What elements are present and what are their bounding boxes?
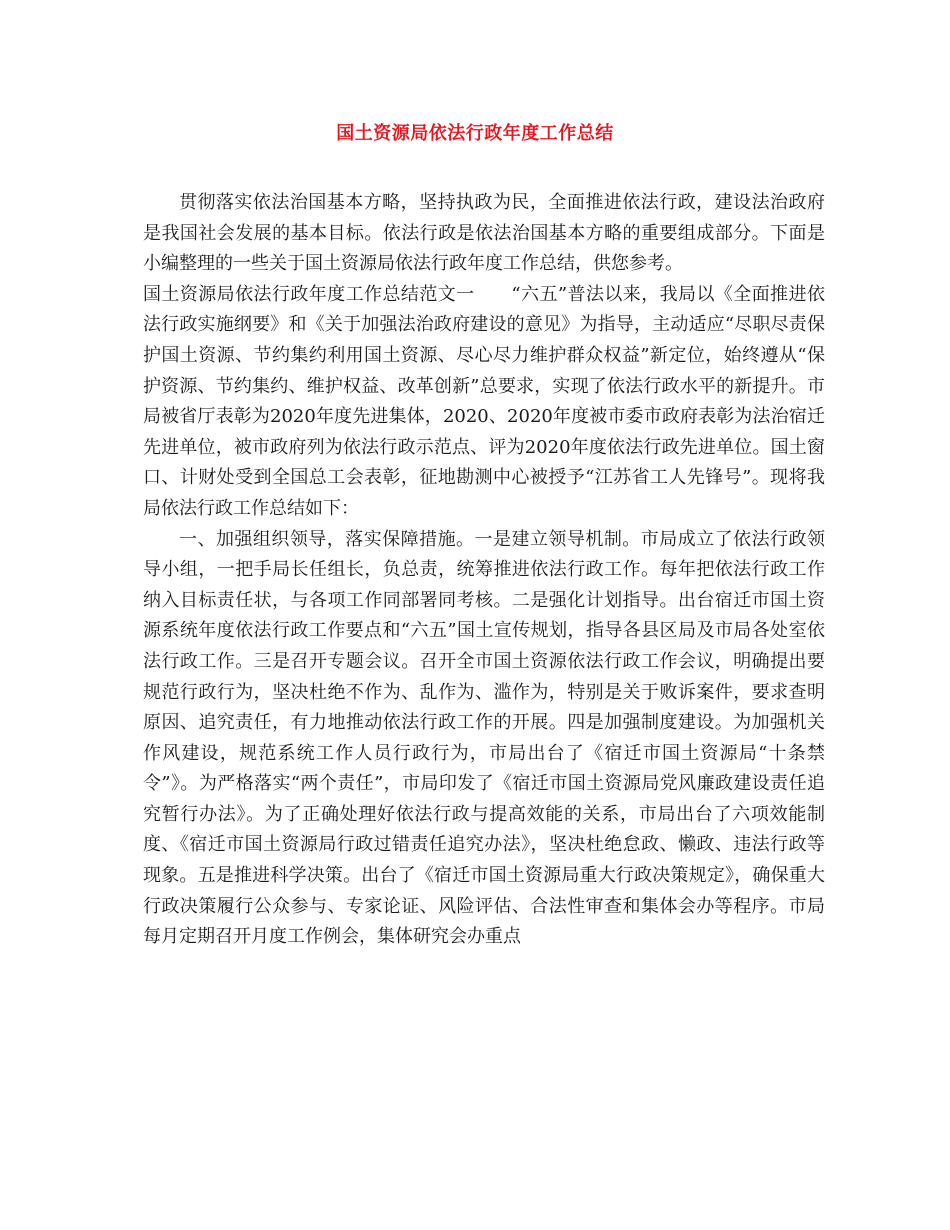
document-title: 国土资源局依法行政年度工作总结 xyxy=(336,123,614,144)
document-body xyxy=(143,188,825,953)
section-one-paragraph: 一、加强组织领导，落实保障措施。一是建立领导机制。市局成立了依法行政领导小组，一把手局长任组长，负总责，统筹推进依法行政工作。每年把依法行政工作纳入目标责任状，与各项工作同部署同考核。二是强化计划指导。出台宿迁市国土资源系统年度依法行政工作要点和“六五”国土宣传规划，指导各县区局及市局各处室依法行政工作。三是召开专题会议。召开全市国土资源依法行政工作会议，明确提出要规范行政行为，坚决杜绝不作为、乱作为、滥作为，特别是关于败诉案件，要求查明原因、追究责任，有力地推动依法行政工作的开展。四是加强制度建设。为加强机关作风建设，规范系统工作人员行政行为，市局出台了《宿迁市国土资源局“十条禁令”》。为严格落实“两个责任”，市局印发了《宿迁市国土资源局党风廉政建设责任追究暂行办法》。为了正确处理好依法行政与提高效能的关系，市局出台了六项效能制度、《宿迁市国土资源局行政过错责任追究办法》，坚决杜绝怠政、懒政、违法行政等现象。五是推进科学决策。出台了《宿迁市国土资源局重大行政决策规定》，确保重大行政决策履行公众参与、专家论证、风险评估、合法性审查和集体会办等程序。市局每月定期召开月度工作例会，集体研究会办重点 xyxy=(143,528,825,948)
intro-paragraph: 贯彻落实依法治国基本方略，坚持执政为民，全面推进依法行政，建设法治政府是我国社会发展的基本目标。依法行政是依法治国基本方略的重要组成部分。下面是小编整理的一些关于国土资源局依法行政年度工作总结，供您参考。 xyxy=(143,192,825,275)
sample-heading-paragraph: 国土资源局依法行政年度工作总结范文一 “六五”普法以来，我局以《全面推进依法行政实施纲要》和《关于加强法治政府建设的意见》为指导，主动适应“尽职尽责保护国土资源、节约集约利用国土资源、尽心尽力维护群众权益”新定位，始终遵从“保护资源、节约集约、维护权益、改革创新”总要求，实现了依法行政水平的新提升。市局被省厅表彰为2020年度先进集体，2020、2020年度被市委市政府表彰为法治宿迁先进单位，被市政府列为依法行政示范点、评为2020年度依法行政先进单位。国土窗口、计财处受到全国总工会表彰，征地勘测中心被授予“江苏省工人先锋号”。现将我局依法行政工作总结如下： xyxy=(143,283,825,519)
